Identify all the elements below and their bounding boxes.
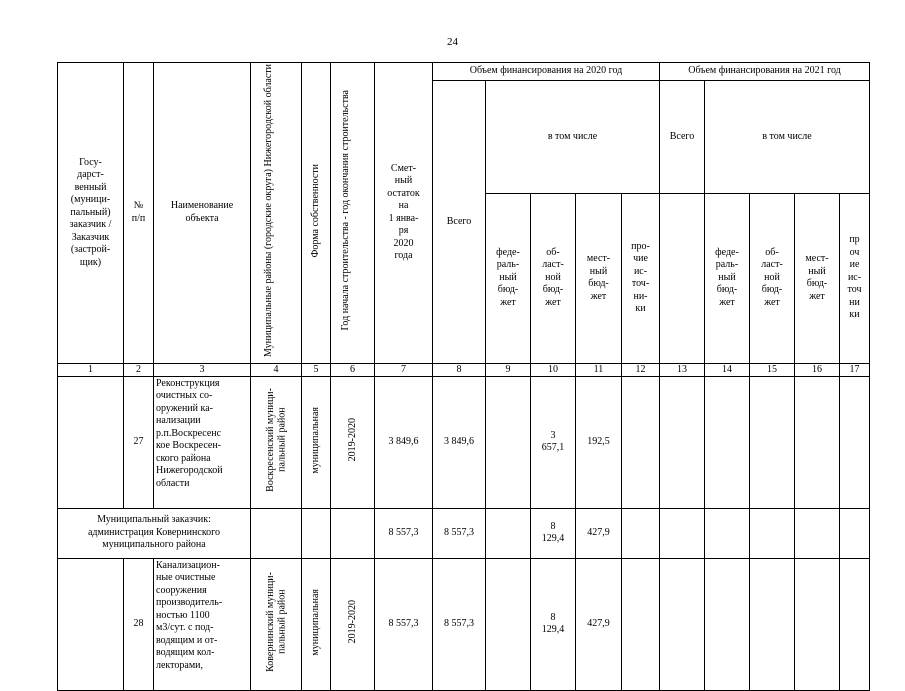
ownership: муниципальная: [302, 558, 331, 690]
header-other-2021: пр оч ие ис- точ ни ки: [840, 193, 870, 363]
header-financing-2020: Объем финансирования на 2020 год: [433, 63, 660, 81]
col-number: 3: [154, 363, 251, 376]
local-2020: 427,9: [576, 558, 622, 690]
header-local-2020: мест- ный бюд- жет: [576, 193, 622, 363]
object-name: Реконструкция очистных со- оружений ка- нализации р.п.Воскресенс кое Воскресен- ского района Нижегородской области: [154, 376, 251, 508]
regional-2020: 8 129,4: [531, 508, 576, 558]
col-number: 14: [705, 363, 750, 376]
header-customer: Госу- дарст- венный (муници- пальный) заказчик / Заказчик (застрой- щик): [58, 63, 124, 364]
table-row: [58, 376, 870, 508]
header-object-name: Наименование объекта: [154, 63, 251, 364]
municipal-customer: Муниципальный заказчик: администрация Ковернинского муниципального района: [58, 508, 251, 558]
table-row: [58, 508, 870, 558]
col-number: 15: [750, 363, 795, 376]
financing-table: [57, 62, 870, 691]
years: 2019-2020: [331, 558, 375, 690]
total-2020: 3 849,6: [433, 376, 486, 508]
col-number: 12: [622, 363, 660, 376]
ownership: муниципальная: [302, 376, 331, 508]
object-name: Канализацион- ные очистные сооружения производитель- ностью 1100 м3/сут. с под- водящим и от- водящим кол- лекторами,: [154, 558, 251, 690]
header-total-2020: Всего: [433, 81, 486, 364]
header-ownership: Форма собственности: [302, 63, 331, 364]
header-years: Год начала строительства - год окончания строительства: [331, 63, 375, 364]
local-2020: 427,9: [576, 508, 622, 558]
header-other-2020: про- чие ис- точ- ни- ки: [622, 193, 660, 363]
district: Ковернинский муници- пальный район: [251, 558, 302, 690]
header-estimated-remainder: Смет- ный остаток на 1 янва- ря 2020 года: [375, 63, 433, 364]
col-number: 4: [251, 363, 302, 376]
header-regional-2020: об- ласт- ной бюд- жет: [531, 193, 576, 363]
total-2020: 8 557,3: [433, 558, 486, 690]
header-row: [58, 63, 870, 81]
local-2020: 192,5: [576, 376, 622, 508]
col-number: 10: [531, 363, 576, 376]
page-number: 24: [447, 36, 458, 48]
regional-2020: 3 657,1: [531, 376, 576, 508]
estimated-remainder: 8 557,3: [375, 508, 433, 558]
regional-2020: 8 129,4: [531, 558, 576, 690]
col-number: 6: [331, 363, 375, 376]
header-incl-2021: в том числе: [705, 81, 870, 194]
estimated-remainder: 3 849,6: [375, 376, 433, 508]
header-number: № п/п: [124, 63, 154, 364]
header-local-2021: мест- ный бюд- жет: [795, 193, 840, 363]
header-financing-2021: Объем финансирования на 2021 год: [660, 63, 870, 81]
col-number: 9: [486, 363, 531, 376]
header-incl-2020: в том числе: [486, 81, 660, 194]
row-number: 28: [124, 558, 154, 690]
col-number: 8: [433, 363, 486, 376]
row-number: 27: [124, 376, 154, 508]
estimated-remainder: 8 557,3: [375, 558, 433, 690]
header-district: Муниципальные районы (городские округа) Нижегородской области: [251, 63, 302, 364]
header-federal-2020: феде- раль- ный бюд- жет: [486, 193, 531, 363]
col-number: 2: [124, 363, 154, 376]
header-regional-2021: об- ласт- ной бюд- жет: [750, 193, 795, 363]
total-2020: 8 557,3: [433, 508, 486, 558]
col-number: 16: [795, 363, 840, 376]
col-number: 13: [660, 363, 705, 376]
col-number: 1: [58, 363, 124, 376]
table-row: [58, 558, 870, 690]
column-number-row: [58, 363, 870, 376]
years: 2019-2020: [331, 376, 375, 508]
col-number: 17: [840, 363, 870, 376]
header-total-2021-blank: [660, 193, 705, 363]
col-number: 5: [302, 363, 331, 376]
header-total-2021: Всего: [660, 81, 705, 194]
col-number: 11: [576, 363, 622, 376]
district: Воскресенский муници- пальный район: [251, 376, 302, 508]
col-number: 7: [375, 363, 433, 376]
header-federal-2021: феде- раль- ный бюд- жет: [705, 193, 750, 363]
